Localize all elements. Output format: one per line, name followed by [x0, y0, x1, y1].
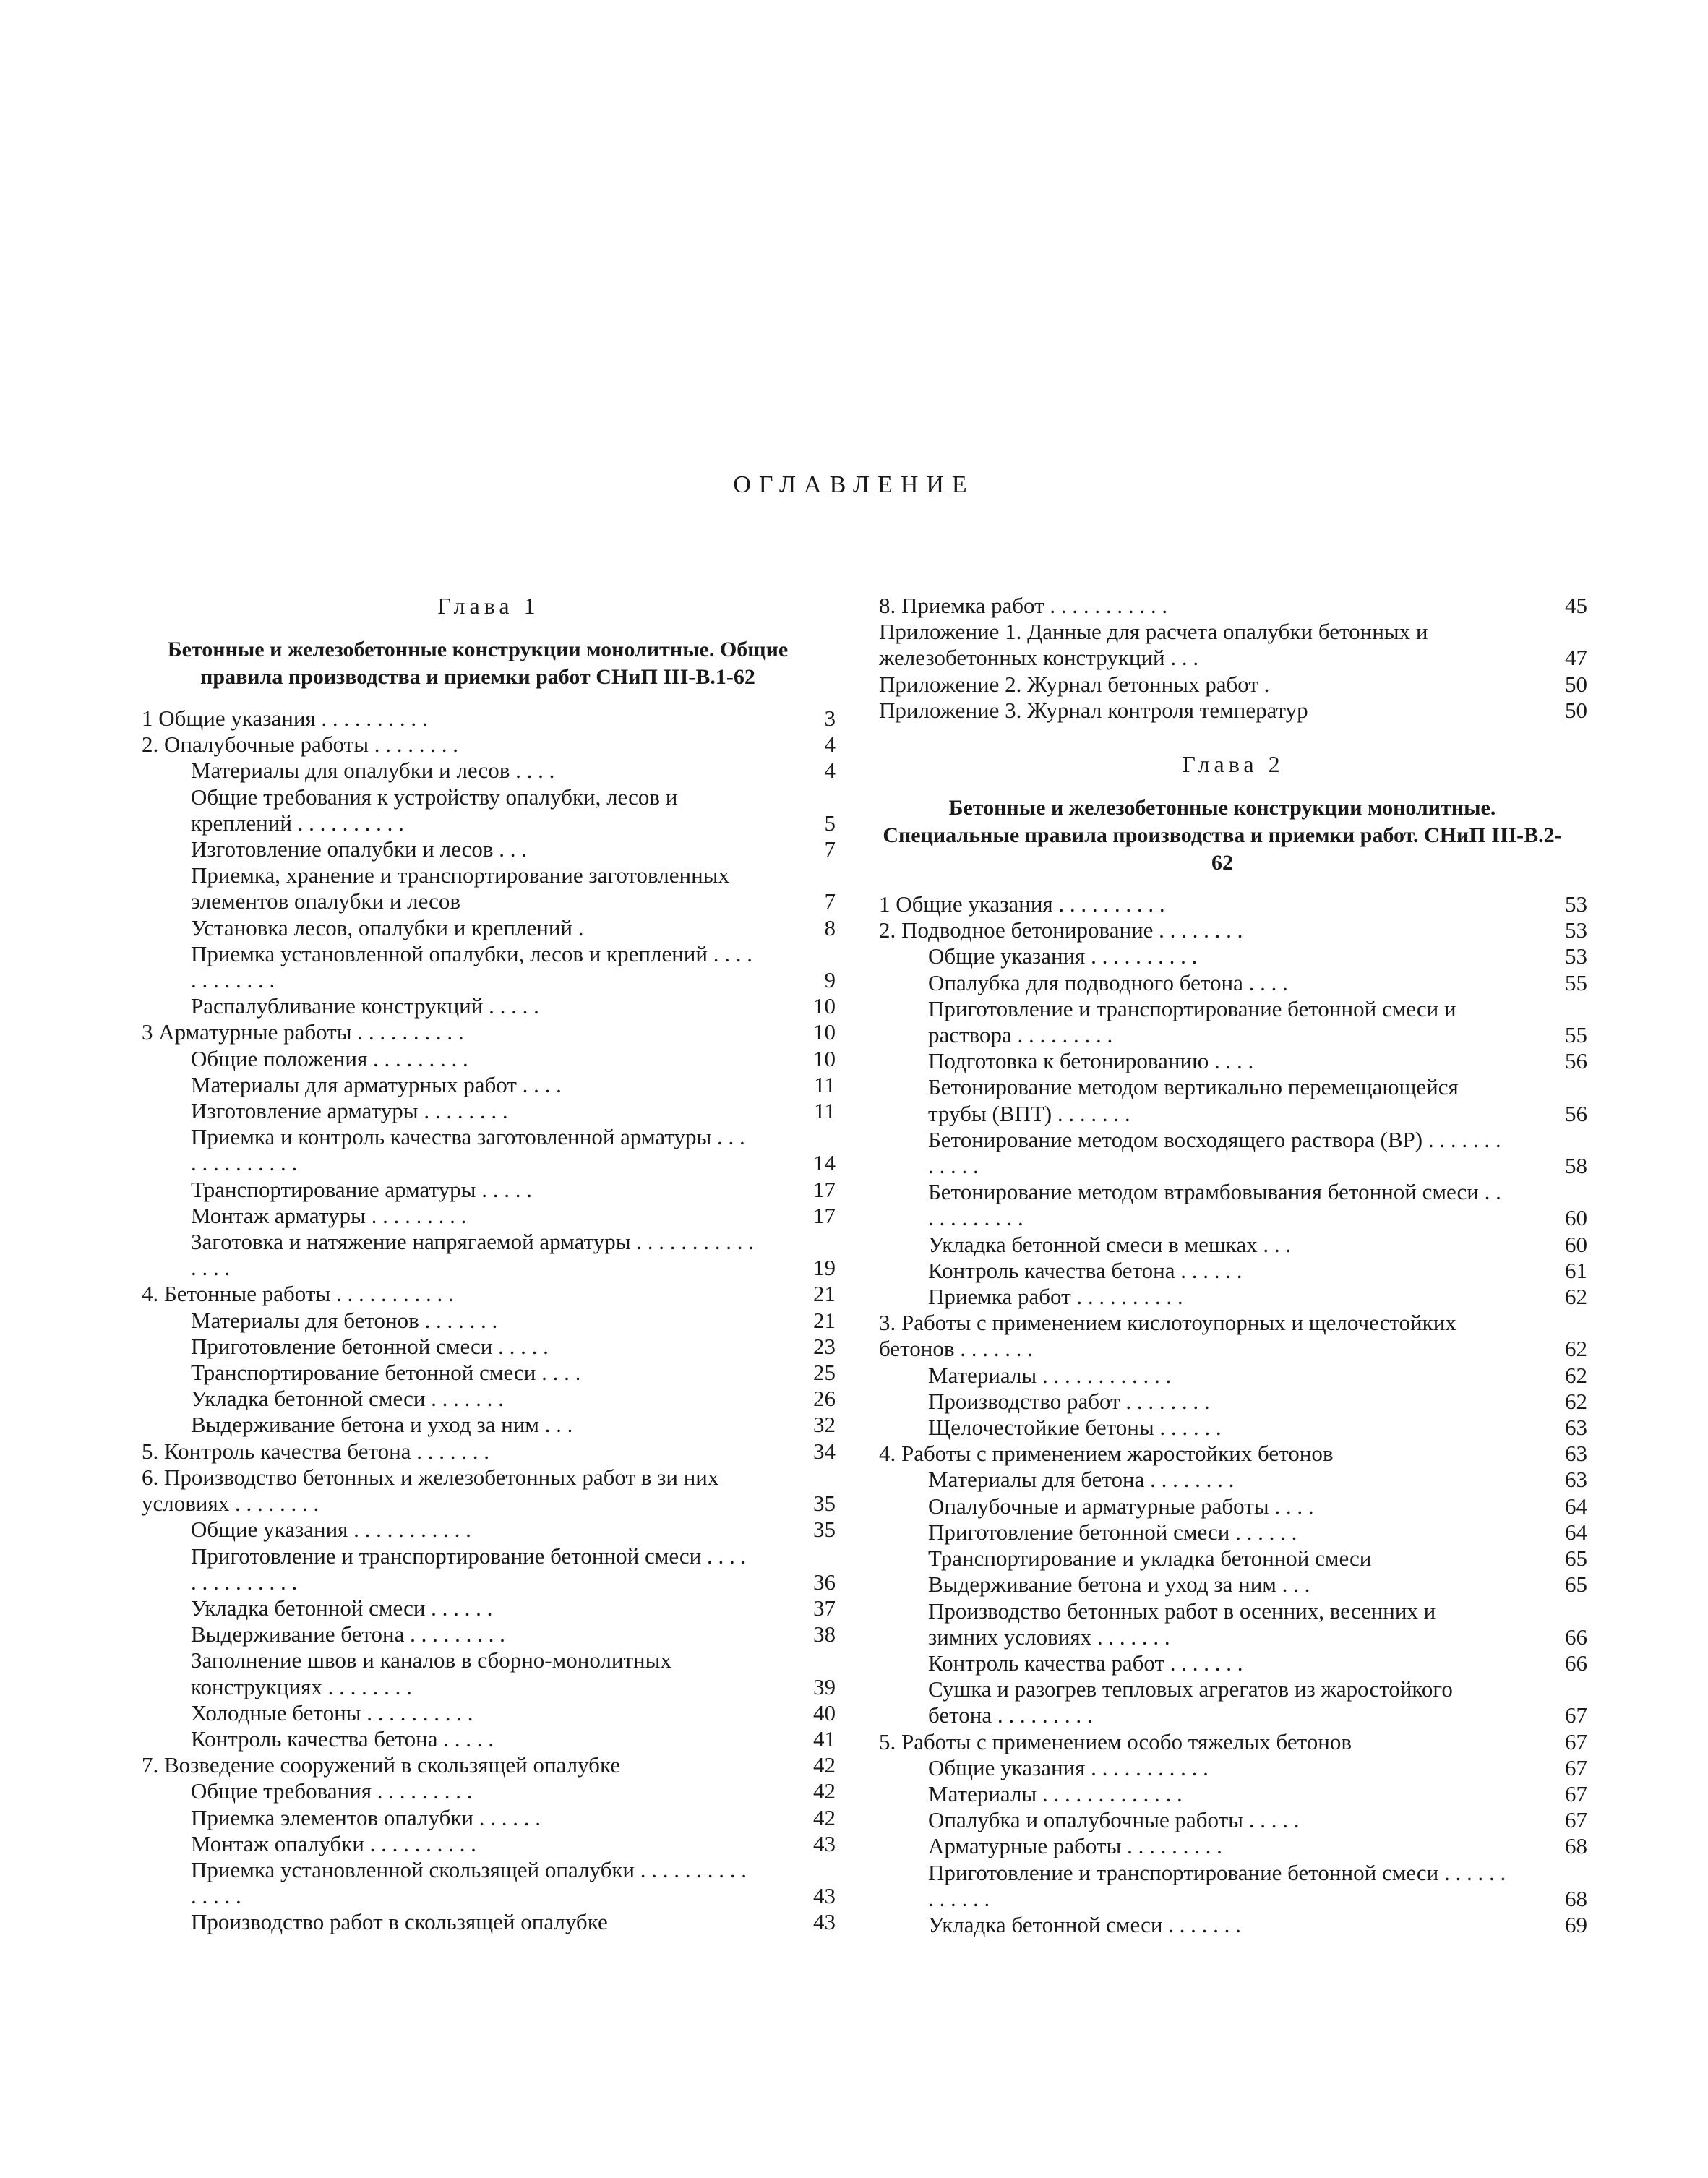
toc-entry[interactable]: Контроль качества бетона . . . . . 41	[191, 1725, 836, 1752]
toc-entry[interactable]: Приготовление и транспортирование бетонной смеси и раствора . . . . . . . . . 55	[928, 995, 1587, 1048]
chapter-2-label: Глава 2	[1182, 751, 1284, 778]
toc-entry[interactable]: Заготовка и натяжение напрягаемой арматуры . . . . . . . . . . . . . . . 19	[191, 1229, 836, 1281]
toc-entry[interactable]: Заполнение швов и каналов в сборно-монолитных конструкциях . . . . . . . . 39	[191, 1647, 836, 1699]
toc-column-right	[879, 593, 1587, 1938]
toc-entry[interactable]: Укладка бетонной смеси . . . . . . 37	[191, 1595, 836, 1621]
toc-entry[interactable]: Материалы для арматурных работ . . . . 11	[191, 1071, 836, 1097]
toc-entry[interactable]: Материалы для бетонов . . . . . . . 21	[191, 1307, 836, 1333]
toc-entry[interactable]: 1 Общие указания . . . . . . . . . . 53	[879, 891, 1587, 917]
toc-entry[interactable]: Производство бетонных работ в осенних, весенних и зимних условиях . . . . . . . 66	[928, 1598, 1587, 1650]
toc-entry-appendix[interactable]: Приложение 2. Журнал бетонных работ . 50	[879, 671, 1587, 697]
page-title: ОГЛАВЛЕНИЕ	[733, 471, 975, 498]
toc-entry-appendix[interactable]: Приложение 3. Журнал контроля температур 50	[879, 697, 1587, 723]
toc-entry[interactable]: Опалубка и опалубочные работы . . . . . 67	[928, 1807, 1587, 1833]
toc-entry[interactable]: 2. Подводное бетонирование . . . . . . . . 53	[879, 917, 1587, 943]
toc-entry[interactable]: Приготовление бетонной смеси . . . . . 23	[191, 1333, 836, 1359]
toc-column-left	[142, 593, 836, 1936]
toc-entry[interactable]: Материалы для бетона . . . . . . . . 63	[928, 1467, 1587, 1493]
toc-entry[interactable]: Приготовление бетонной смеси . . . . . . 64	[928, 1519, 1587, 1545]
toc-entry[interactable]: Транспортирование бетонной смеси . . . . 25	[191, 1360, 836, 1386]
toc-entry[interactable]: Опалубка для подводного бетона . . . . 55	[928, 969, 1587, 995]
toc-entry[interactable]: Выдерживание бетона . . . . . . . . . 38	[191, 1621, 836, 1647]
toc-entry[interactable]: Транспортирование арматуры . . . . . 17	[191, 1176, 836, 1202]
toc-entry[interactable]: Приемка установленной скользящей опалубки . . . . . . . . . . . . . . . 43	[191, 1856, 836, 1909]
toc-entry[interactable]: 4. Работы с применением жаростойких бетонов 63	[879, 1441, 1587, 1467]
toc-entry[interactable]: Подготовка к бетонированию . . . . 56	[928, 1048, 1587, 1074]
chapter-2-entries	[879, 891, 1587, 1938]
toc-entry[interactable]: Общие требования . . . . . . . . . 42	[191, 1778, 836, 1804]
toc-entry[interactable]: Приемка работ . . . . . . . . . . 62	[928, 1284, 1587, 1310]
toc-entry[interactable]: Транспортирование и укладка бетонной смеси 65	[928, 1545, 1587, 1572]
toc-entry[interactable]: 6. Производство бетонных и железобетонных работ в зи них условиях . . . . . . . . 35	[142, 1464, 836, 1517]
toc-entry[interactable]: Приемка и контроль качества заготовленной арматуры . . . . . . . . . . . . . 14	[191, 1124, 836, 1176]
toc-entry[interactable]: Производство работ . . . . . . . . 62	[928, 1388, 1587, 1414]
toc-entry[interactable]: Монтаж опалубки . . . . . . . . . . 43	[191, 1830, 836, 1856]
chapter-1-title: Бетонные и железобетонные конструкции монолитные. Общие правила производства и приемки работ СНиП III-В.1-62	[167, 638, 789, 689]
toc-entry[interactable]: Изготовление арматуры . . . . . . . . 11	[191, 1098, 836, 1124]
toc-entry[interactable]: Приготовление и транспортирование бетонной смеси . . . . . . . . . . . . . . 36	[191, 1543, 836, 1595]
chapter-1-appendix-entries	[879, 593, 1587, 724]
toc-entry[interactable]: Материалы для опалубки и лесов . . . . 4	[191, 758, 836, 784]
toc-entry[interactable]: Бетонирование методом втрамбовывания бетонной смеси . . . . . . . . . . . 60	[928, 1179, 1587, 1231]
toc-entry[interactable]: 4. Бетонные работы . . . . . . . . . . . 21	[142, 1281, 836, 1307]
toc-entry[interactable]: 1 Общие указания . . . . . . . . . . 3	[142, 706, 836, 731]
toc-entry[interactable]: Общие положения . . . . . . . . . 10	[191, 1045, 836, 1071]
toc-entry[interactable]: Общие указания . . . . . . . . . . 53	[928, 943, 1587, 969]
toc-entry-appendix[interactable]: Приложение 1. Данные для расчета опалубки бетонных и железобетонных конструкций . . . 47	[879, 619, 1587, 671]
toc-entry[interactable]: Общие требования к устройству опалубки, лесов и креплений . . . . . . . . . . 5	[191, 784, 836, 836]
toc-entry[interactable]: Бетонирование методом вертикально перемещающейся трубы (ВПТ) . . . . . . . 56	[928, 1074, 1587, 1126]
toc-entry[interactable]: Приготовление и транспортирование бетонной смеси . . . . . . . . . . . . 68	[928, 1859, 1587, 1911]
chapter-1-label: Глава 1	[437, 593, 540, 619]
toc-entry[interactable]: Изготовление опалубки и лесов . . . 7	[191, 836, 836, 862]
toc-entry[interactable]: Монтаж арматуры . . . . . . . . . 17	[191, 1202, 836, 1228]
toc-entry[interactable]: 3. Работы с применением кислотоупорных и щелочестойких бетонов . . . . . . . 62	[879, 1310, 1587, 1362]
toc-entry[interactable]: Общие указания . . . . . . . . . . . 35	[191, 1517, 836, 1543]
toc-entry[interactable]: Бетонирование методом восходящего раствора (ВР) . . . . . . . . . . . . 58	[928, 1126, 1587, 1179]
toc-entry[interactable]: Укладка бетонной смеси в мешках . . . 60	[928, 1231, 1587, 1257]
toc-entry[interactable]: Выдерживание бетона и уход за ним . . . 32	[191, 1412, 836, 1438]
toc-entry[interactable]: Приемка установленной опалубки, лесов и креплений . . . . . . . . . . . . 9	[191, 940, 836, 993]
toc-entry[interactable]: Укладка бетонной смеси . . . . . . . 69	[928, 1911, 1587, 1937]
toc-entry[interactable]: Производство работ в скользящей опалубке 43	[191, 1909, 836, 1935]
toc-entry[interactable]: Распалубливание конструкций . . . . . 10	[191, 993, 836, 1019]
toc-entry[interactable]: Материалы . . . . . . . . . . . . . 67	[928, 1780, 1587, 1806]
toc-entry[interactable]: Материалы . . . . . . . . . . . . 62	[928, 1362, 1587, 1388]
toc-entry[interactable]: Холодные бетоны . . . . . . . . . . 40	[191, 1699, 836, 1725]
toc-entry[interactable]: 5. Работы с применением особо тяжелых бетонов 67	[879, 1728, 1587, 1754]
toc-entry[interactable]: 3 Арматурные работы . . . . . . . . . . 10	[142, 1019, 836, 1045]
toc-entry[interactable]: Приемка элементов опалубки . . . . . . 42	[191, 1804, 836, 1830]
toc-entry[interactable]: Сушка и разогрев тепловых агрегатов из жаростойкого бетона . . . . . . . . . 67	[928, 1676, 1587, 1728]
toc-entry[interactable]: Укладка бетонной смеси . . . . . . . 26	[191, 1386, 836, 1412]
toc-entry[interactable]: Арматурные работы . . . . . . . . . 68	[928, 1833, 1587, 1859]
toc-entry[interactable]: Щелочестойкие бетоны . . . . . . 63	[928, 1415, 1587, 1441]
toc-entry[interactable]: Контроль качества бетона . . . . . . 61	[928, 1257, 1587, 1283]
chapter-1-entries	[142, 706, 836, 1936]
toc-entry[interactable]: 5. Контроль качества бетона . . . . . . . 34	[142, 1438, 836, 1464]
toc-entry[interactable]: Опалубочные и арматурные работы . . . . 64	[928, 1493, 1587, 1519]
toc-entry[interactable]: Выдерживание бетона и уход за ним . . . 65	[928, 1572, 1587, 1598]
toc-entry[interactable]: Установка лесов, опалубки и креплений . 8	[191, 914, 836, 940]
toc-entry[interactable]: Контроль качества работ . . . . . . . 66	[928, 1650, 1587, 1676]
toc-entry[interactable]: 7. Возведение сооружений в скользящей опалубке 42	[142, 1752, 836, 1778]
toc-entry[interactable]: 8. Приемка работ . . . . . . . . . . . 45	[879, 593, 1587, 618]
toc-entry[interactable]: Общие указания . . . . . . . . . . . 67	[928, 1754, 1587, 1780]
toc-entry[interactable]: Приемка, хранение и транспортирование заготовленных элементов опалубки и лесов 7	[191, 862, 836, 914]
chapter-2-title: Бетонные и железобетонные конструкции монолитные. Специальные правила производства и приемки работ. СНиП III-В.2-62	[883, 796, 1562, 875]
toc-entry[interactable]: 2. Опалубочные работы . . . . . . . . 4	[142, 732, 836, 758]
